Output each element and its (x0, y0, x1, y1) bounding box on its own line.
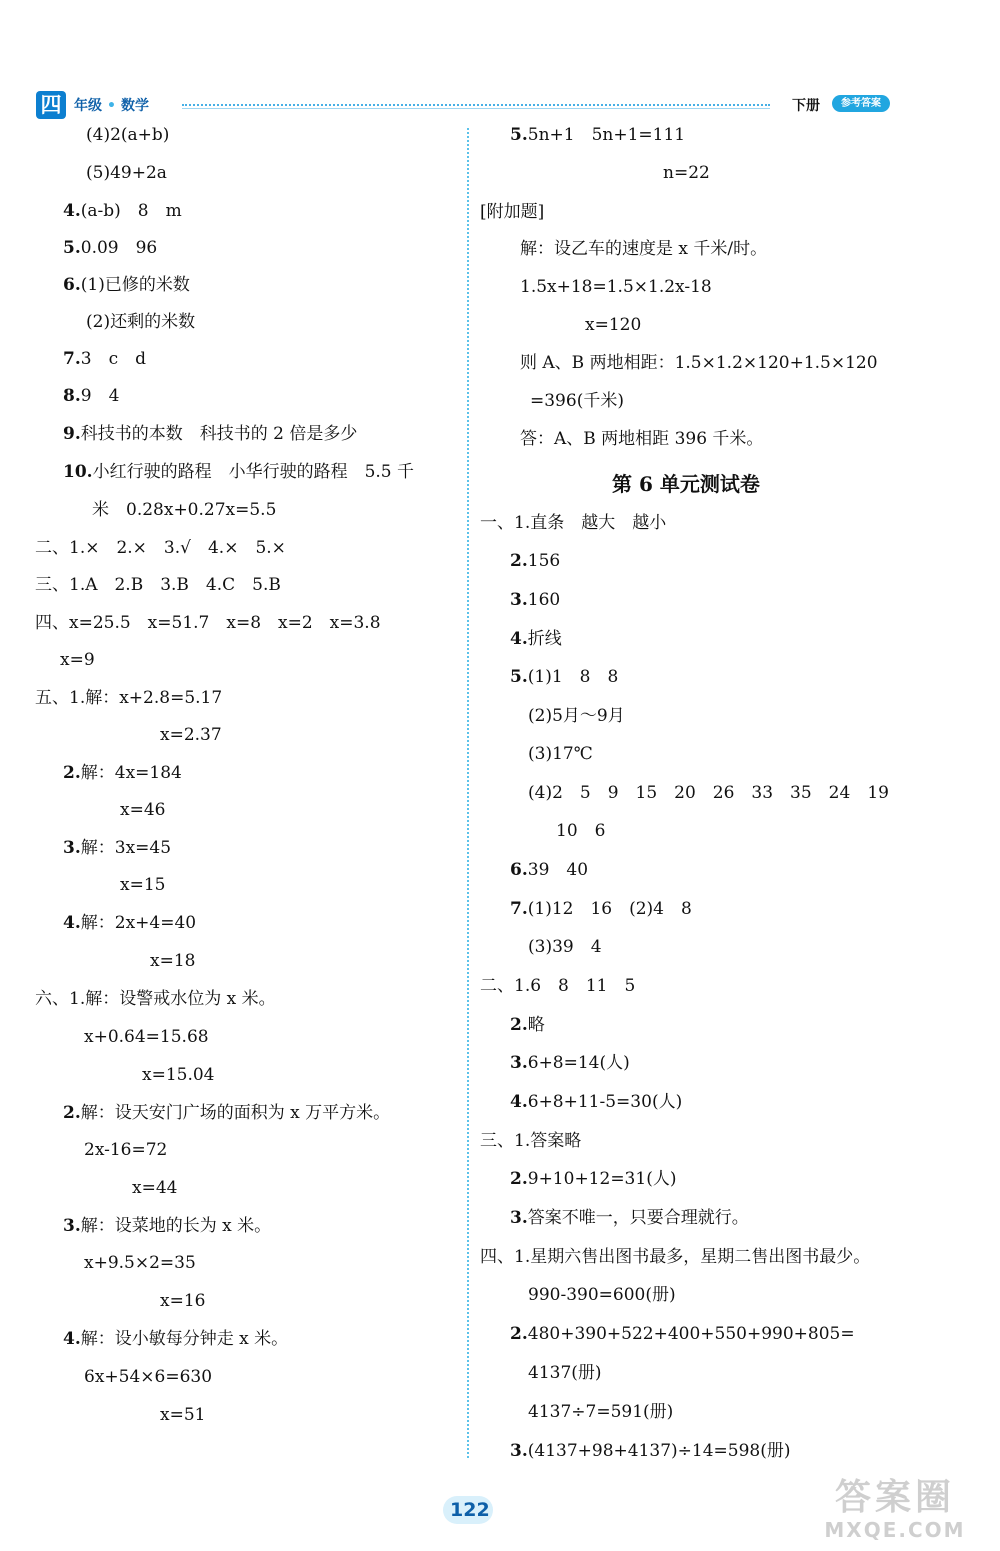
volume-label: 下册 (792, 98, 820, 114)
right-answer-line (480, 511, 666, 535)
answer-text: 一、1.直条 越大 越小 (480, 513, 667, 533)
answer-text: 略 (527, 1015, 545, 1035)
item-number: 5. (510, 667, 528, 687)
left-answer-line (63, 236, 157, 260)
right-answer-line (585, 313, 641, 337)
right-answer-line (528, 1283, 676, 1307)
left-answer-line (35, 987, 276, 1011)
left-answer-line (86, 161, 167, 185)
item-number: 2. (510, 1169, 528, 1189)
right-answer-line (510, 897, 692, 921)
right-answer-line (528, 1400, 673, 1424)
item-number: 8. (63, 386, 81, 406)
item-number: 7. (63, 349, 81, 369)
answer-text: 米 0.28x+0.27x=5.5 (92, 500, 277, 520)
answer-text: (4)2 5 9 15 20 26 33 35 24 19 (528, 783, 889, 803)
answer-text: 1.5x+18=1.5×1.2x-18 (520, 277, 712, 297)
answer-text: 4137(册) (528, 1363, 602, 1383)
left-answer-line (86, 310, 195, 334)
answer-text: 990-390=600(册) (528, 1285, 676, 1305)
right-answer-line (510, 1439, 791, 1463)
answer-text: 第 6 单元测试卷 (612, 472, 760, 496)
grade-subject-label (74, 95, 149, 115)
left-answer-line (63, 1214, 271, 1238)
answer-text: 3 c d (80, 349, 146, 369)
answer-text: (4137+98+4137)÷14=598(册) (527, 1441, 791, 1461)
answer-text: (3)39 4 (528, 937, 602, 957)
answer-text: =396(千米) (530, 391, 624, 411)
item-number: 3. (510, 1208, 528, 1228)
right-answer-line (663, 161, 710, 185)
right-answer-line (480, 1245, 870, 1269)
left-answer-line (35, 686, 222, 710)
answer-text: 折线 (527, 629, 562, 649)
item-number: 6. (63, 275, 81, 295)
item-number: 2. (510, 1015, 528, 1035)
right-answer-line (510, 123, 685, 147)
right-answer-line (510, 1167, 676, 1191)
left-answer-line (63, 460, 414, 484)
answer-text: [附加题] (480, 202, 545, 222)
right-answer-line (528, 1361, 602, 1385)
right-answer-line (480, 974, 635, 998)
left-answer-line (84, 1365, 212, 1389)
left-answer-line (150, 949, 195, 973)
answer-text: 6x+54×6=630 (84, 1367, 213, 1387)
item-number: 4. (63, 913, 81, 933)
answer-text: (5)49+2a (86, 163, 167, 183)
right-answer-line (510, 665, 618, 689)
item-number: 3. (510, 1053, 528, 1073)
watermark-logo (800, 1478, 990, 1546)
left-answer-line (35, 536, 286, 560)
column-divider (467, 128, 469, 1458)
answer-text: x+9.5×2=35 (84, 1253, 196, 1273)
right-answer-line (480, 200, 544, 224)
item-number: 5. (510, 125, 528, 145)
answer-text: 六、1.解：设警戒水位为 x 米。 (35, 989, 276, 1009)
left-answer-line (63, 347, 146, 371)
right-answer-line (510, 627, 562, 651)
item-number: 5. (63, 238, 81, 258)
right-answer-line (510, 588, 560, 612)
answer-text: 4137÷7=591(册) (528, 1402, 674, 1422)
right-answer-line (510, 1090, 682, 1114)
answer-text: (2)5月～9月 (528, 706, 625, 726)
answer-text: 156 (527, 551, 561, 571)
left-answer-line (63, 761, 182, 785)
answer-text: 解：设小敏每分钟走 x 米。 (80, 1329, 289, 1349)
item-number: 2. (510, 551, 528, 571)
item-number: 10. (63, 462, 93, 482)
left-answer-line (120, 798, 165, 822)
answer-text: 0.09 96 (80, 238, 158, 258)
answer-text: x=16 (160, 1291, 206, 1311)
left-answer-line (132, 1176, 177, 1200)
section-title (612, 471, 760, 497)
right-answer-line (520, 351, 878, 375)
left-answer-line (120, 873, 165, 897)
header-rule-secondary (182, 108, 770, 109)
answer-text: (2)还剩的米数 (86, 312, 196, 332)
answer-text: (3)17℃ (528, 744, 593, 764)
item-number: 4. (510, 1092, 528, 1112)
right-answer-line (480, 1129, 581, 1153)
left-answer-line (160, 723, 222, 747)
answer-text: 6+8=14(人) (527, 1053, 630, 1073)
answer-text: 解：设乙车的速度是 x 千米/时。 (520, 239, 768, 259)
right-answer-line (520, 275, 712, 299)
answer-text: (1)1 8 8 (527, 667, 619, 687)
answer-text: x=15.04 (142, 1065, 215, 1085)
left-answer-line (35, 611, 381, 635)
grade-word: 年级 (74, 98, 102, 114)
answer-text: (a-b) 8 m (80, 201, 182, 221)
answer-text: 解：设天安门广场的面积为 x 万平方米。 (80, 1103, 391, 1123)
left-answer-line (63, 422, 357, 446)
header-rule (182, 104, 770, 106)
answer-text: 二、1.× 2.× 3.√ 4.× 5.× (35, 538, 286, 558)
answer-text: 2x-16=72 (84, 1140, 168, 1160)
left-answer-line (84, 1251, 196, 1275)
answer-text: 9 4 (80, 386, 120, 406)
item-number: 9. (63, 424, 81, 444)
answer-text: (1)12 16 (2)4 8 (527, 899, 692, 919)
answer-text: 四、x=25.5 x=51.7 x=8 x=2 x=3.8 (35, 613, 381, 633)
answer-text: x=44 (132, 1178, 178, 1198)
left-answer-line (160, 1403, 205, 1427)
answer-text: (4)2(a+b) (86, 125, 170, 145)
right-answer-line (510, 549, 560, 573)
left-answer-line (92, 498, 276, 522)
answer-text: x=9 (60, 650, 95, 670)
right-answer-line (510, 858, 588, 882)
right-answer-line (510, 1322, 855, 1346)
left-answer-line (35, 573, 281, 597)
answer-text: 解：4x=184 (80, 763, 182, 783)
item-number: 3. (510, 590, 528, 610)
right-answer-line (556, 819, 605, 843)
item-number: 7. (510, 899, 528, 919)
subject-label: 数学 (120, 98, 149, 114)
answer-text: 五、1.解：x+2.8=5.17 (35, 688, 223, 708)
left-answer-line (63, 911, 196, 935)
answer-text: 四、1.星期六售出图书最多，星期二售出图书最少。 (480, 1247, 871, 1267)
answer-text: 答：A、B 两地相距 396 千米。 (520, 429, 764, 449)
answer-text: 二、1.6 8 11 5 (480, 976, 636, 996)
answer-text: 三、1.A 2.B 3.B 4.C 5.B (35, 575, 281, 595)
answer-text: x=46 (120, 800, 166, 820)
item-number: 6. (510, 860, 528, 880)
item-number: 4. (510, 629, 528, 649)
left-answer-line (84, 1025, 209, 1049)
left-answer-line (60, 648, 95, 672)
item-number: 4. (63, 1329, 81, 1349)
answer-text: 6+8+11-5=30(人) (527, 1092, 683, 1112)
left-answer-line (63, 1327, 288, 1351)
answer-text: 480+390+522+400+550+990+805= (527, 1324, 855, 1344)
answer-text: x=2.37 (160, 725, 222, 745)
right-answer-line (528, 935, 602, 959)
right-answer-line (530, 389, 624, 413)
answer-text: 9+10+12=31(人) (527, 1169, 677, 1189)
answer-text: x=51 (160, 1405, 206, 1425)
item-number: 3. (510, 1441, 528, 1461)
left-answer-line (63, 836, 171, 860)
answer-text: 三、1.答案略 (480, 1131, 582, 1151)
answer-text: 科技书的本数 科技书的 2 倍是多少 (80, 424, 358, 444)
item-number: 2. (510, 1324, 528, 1344)
answer-key-badge: 参考答案 (832, 95, 890, 112)
answer-text: (1)已修的米数 (80, 275, 190, 295)
left-answer-line (63, 199, 182, 223)
watermark-line2: MXQE.COM (824, 1518, 966, 1542)
answer-text: 答案不唯一，只要合理就行。 (527, 1208, 749, 1228)
answer-text: x=18 (150, 951, 196, 971)
left-answer-line (142, 1063, 215, 1087)
answer-text: 160 (527, 590, 561, 610)
dot-separator: • (107, 98, 116, 114)
watermark-line1: 答案圈 (834, 1477, 955, 1518)
answer-text: 10 6 (556, 821, 606, 841)
answer-text: 解：3x=45 (80, 838, 172, 858)
right-answer-line (520, 237, 767, 261)
answer-text: x=15 (120, 875, 166, 895)
answer-text: 5n+1 5n+1=111 (527, 125, 686, 145)
answer-text: 解：2x+4=40 (80, 913, 197, 933)
item-number: 2. (63, 1103, 81, 1123)
grade-badge: 四 (36, 91, 66, 119)
right-answer-line (510, 1206, 749, 1230)
answer-text: 则 A、B 两地相距：1.5×1.2×120+1.5×120 (520, 353, 878, 373)
right-answer-line (520, 427, 763, 451)
left-answer-line (63, 1101, 390, 1125)
answer-text: 解：设菜地的长为 x 米。 (80, 1216, 272, 1236)
answer-text: 小红行驶的路程 小华行驶的路程 5.5 千 (92, 462, 415, 482)
item-number: 3. (63, 1216, 81, 1236)
item-number: 4. (63, 201, 81, 221)
left-answer-line (63, 273, 190, 297)
left-answer-line (63, 384, 119, 408)
right-answer-line (510, 1051, 630, 1075)
left-answer-line (84, 1138, 167, 1162)
answer-text: n=22 (663, 163, 710, 183)
left-answer-line (86, 123, 169, 147)
page-header (0, 0, 1000, 125)
page-number: 122 (450, 1499, 490, 1521)
left-answer-line (160, 1289, 205, 1313)
item-number: 3. (63, 838, 81, 858)
answer-text: x+0.64=15.68 (84, 1027, 209, 1047)
right-answer-line (528, 781, 889, 805)
right-answer-line (528, 704, 625, 728)
right-answer-line (510, 1013, 545, 1037)
answer-text: x=120 (585, 315, 642, 335)
right-answer-line (528, 742, 593, 766)
item-number: 2. (63, 763, 81, 783)
answer-text: 39 40 (527, 860, 589, 880)
